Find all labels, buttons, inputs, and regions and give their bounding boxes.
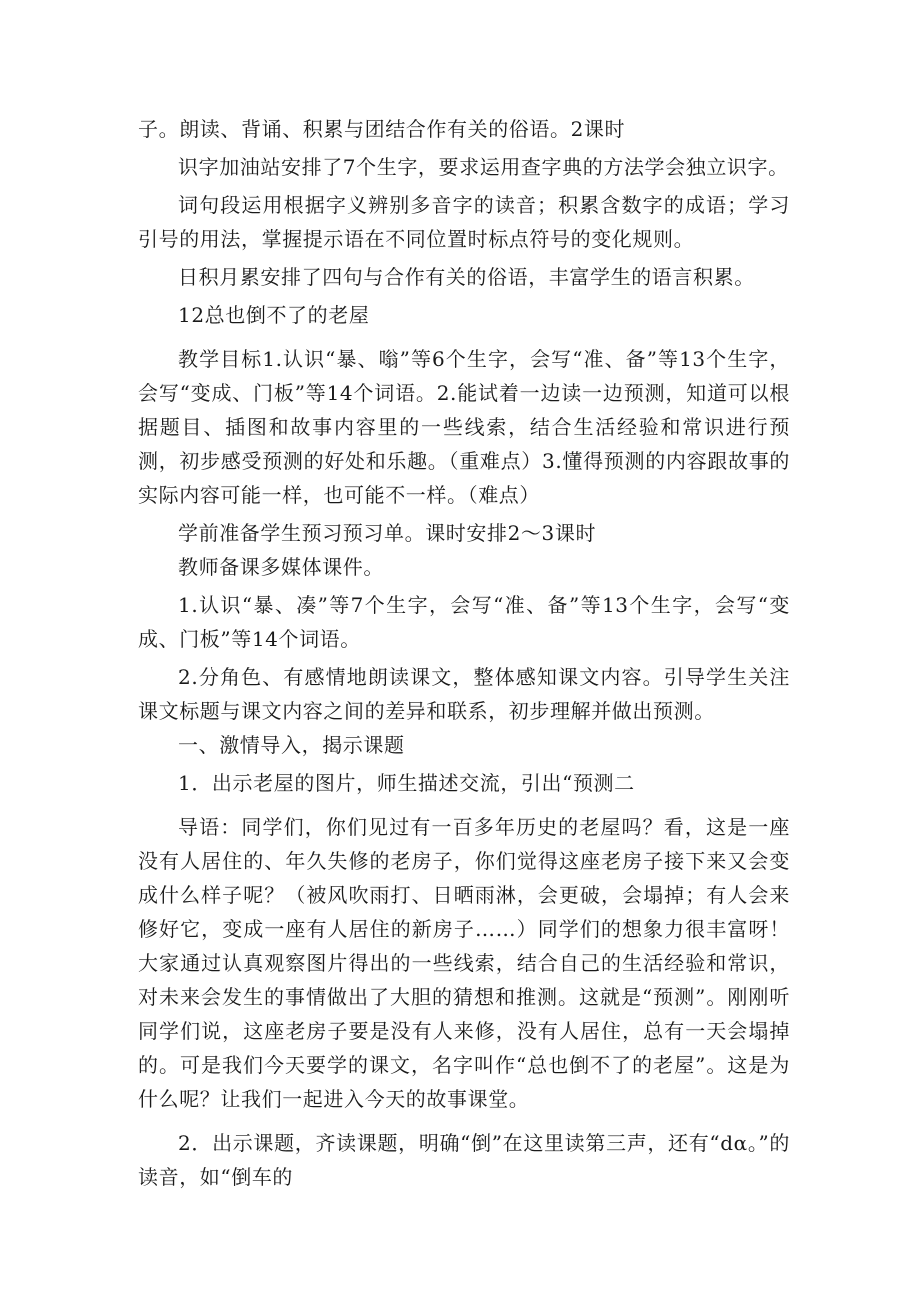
paragraph-goal-one: 1.认识“暴、凑”等7个生字，会写“准、备”等13个生字，会写“变成、门板”等14个词语。 bbox=[138, 593, 790, 651]
paragraph-daily-accumulation: 日积月累安排了四句与合作有关的俗语，丰富学生的语言积累。 bbox=[178, 265, 755, 289]
paragraph-goal-two: 2.分角色、有感情地朗读课文，整体感知课文内容。引导学生关注课文标题与课文内容之间的差异和联系，初步理解并做出预测。 bbox=[138, 665, 790, 723]
paragraph-continuation: 子。朗读、背诵、积累与团结合作有关的俗语。2课时 bbox=[138, 117, 626, 141]
document-body bbox=[138, 112, 790, 1194]
paragraph-teaching-objectives: 教学目标1.认识“暴、嗡”等6个生字，会写“准、备”等13个生字，会写“变成、门板”等14个词语。2.能试着一边读一边预测，知道可以根据题目、插图和故事内容里的一些线索，结合生活经验和常识进行预测，初步感受预测的好处和乐趣。（重难点）3.懂得预测的内容跟故事的实际内容可能一样，也可能不一样。（难点） bbox=[138, 347, 790, 507]
section-heading-introduction: 一、激情导入，揭示课题 bbox=[178, 733, 405, 757]
paragraph-introduction-speech: 导语：同学们，你们见过有一百多年历史的老屋吗？看，这是一座没有人居住的、年久失修的老房子，你们觉得这座老房子接下来又会变成什么样子呢？（被风吹雨打、日晒雨淋，会更破，会塌掉；有人会来修好它，变成一座有人居住的新房子……）同学们的想象力很丰富呀！大家通过认真观察图片得出的一些线索，结合自己的生活经验和常识，对未来会发生的事情做出了大胆的猜想和推测。这就是“预测”。刚刚听同学们说，这座老房子要是没有人来修，没有人居住，总有一天会塌掉的。可是我们今天要学的课文，名字叫作“总也倒不了的老屋”。这是为什么呢？让我们一起进入今天的故事课堂。 bbox=[138, 815, 790, 1111]
paragraph-word-sentence-usage: 词句段运用根据字义辨别多音字的读音；积累含数字的成语；学习引号的用法，掌握提示语在不同位置时标点符号的变化规则。 bbox=[138, 193, 790, 251]
paragraph-literacy-station: 识字加油站安排了7个生字，要求运用查字典的方法学会独立识字。 bbox=[178, 155, 789, 179]
paragraph-preparation: 学前准备学生预习预习单。课时安排2～3课时 bbox=[178, 521, 597, 545]
paragraph-step-one: 1．出示老屋的图片，师生描述交流，引出“预测二 bbox=[178, 771, 635, 795]
paragraph-step-two: 2．出示课题，齐读课题，明确“倒”在这里读第三声，还有“dα。”的读音，如“倒车的 bbox=[138, 1131, 790, 1189]
lesson-title: 12总也倒不了的老屋 bbox=[178, 303, 370, 327]
paragraph-teacher-preparation: 教师备课多媒体课件。 bbox=[178, 555, 384, 579]
